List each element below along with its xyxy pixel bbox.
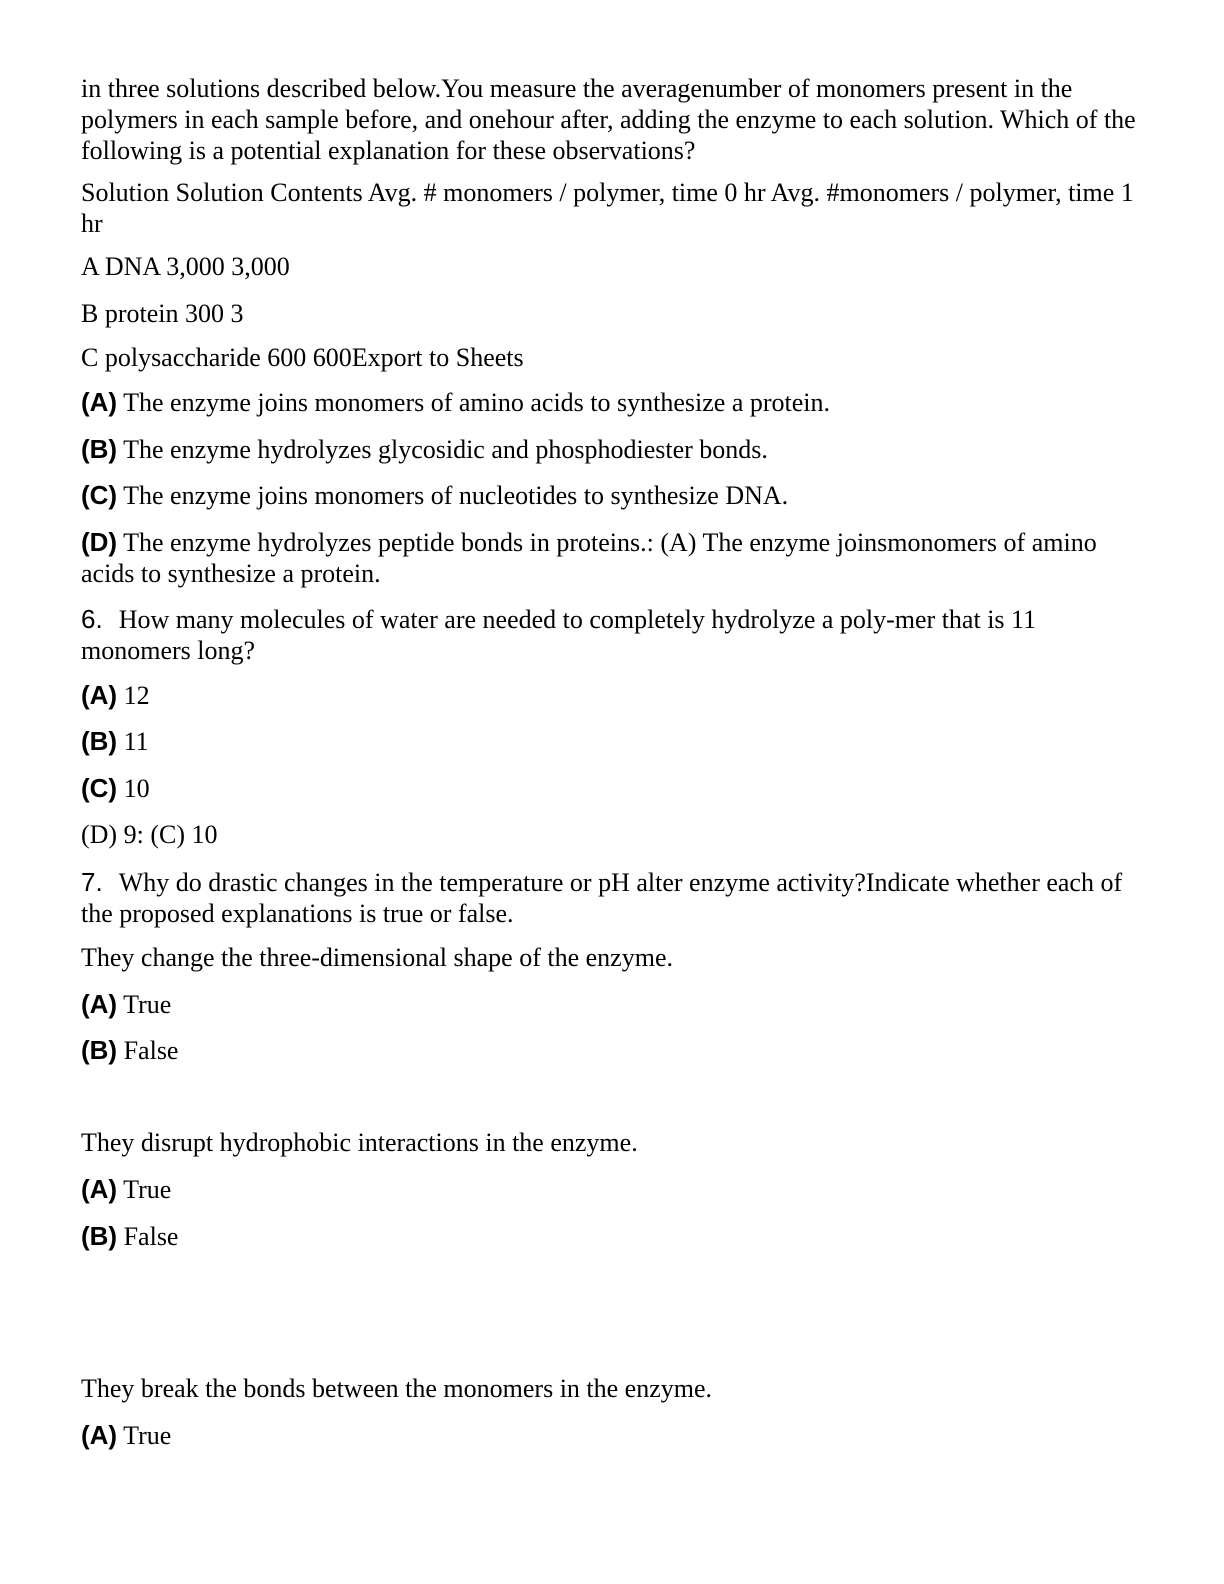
question-6 (81, 604, 1143, 666)
option-text: 11 (123, 727, 149, 756)
q7-s1-option-b (81, 1035, 1143, 1066)
option-text: True (123, 990, 172, 1019)
option-text: True (123, 1421, 172, 1450)
option-label: (C) (81, 773, 118, 803)
q7-statement-1: They change the three-dimensional shape of the enzyme. (81, 943, 673, 972)
option-label: (B) (81, 1035, 118, 1065)
option-text: 10 (123, 774, 150, 803)
q7-s3-option-a (81, 1420, 1143, 1451)
option-label: (B) (81, 726, 118, 756)
option-label: (C) (81, 480, 118, 510)
question-number: 7. (81, 867, 103, 897)
option-label: (B) (81, 1221, 118, 1251)
option-label: (A) (81, 1420, 118, 1450)
q7-s1-option-a (81, 989, 1143, 1020)
q7-statement-3: They break the bonds between the monomers in the enzyme. (81, 1374, 713, 1403)
option-label: (D) (81, 527, 118, 557)
q7-s2-option-b (81, 1221, 1143, 1252)
q6-option-a (81, 680, 1143, 711)
option-text: True (123, 1175, 172, 1204)
q6-option-c (81, 773, 1143, 804)
option-label: (A) (81, 989, 118, 1019)
question-number: 6. (81, 604, 103, 634)
option-label: (A) (81, 1174, 118, 1204)
q5-option-d (81, 527, 1143, 589)
option-text: 12 (123, 681, 150, 710)
table-row: B protein 300 3 (81, 299, 244, 328)
table-header: Solution Solution Contents Avg. # monomers / polymer, time 0 hr Avg. #monomers / polymer, time 1 hr (81, 178, 1134, 238)
option-text: The enzyme hydrolyzes peptide bonds in proteins.: (A) The enzyme joinsmonomers of amino acids to synthesize a protein. (81, 528, 1097, 588)
q5-option-c (81, 480, 1143, 511)
table-row: C polysaccharide 600 600Export to Sheets (81, 343, 524, 372)
table-row: A DNA 3,000 3,000 (81, 252, 290, 281)
question-text: Why do drastic changes in the temperature or pH alter enzyme activity?Indicate whether each of the proposed explanations is true or false. (81, 868, 1123, 928)
q5-option-a (81, 387, 1143, 418)
question-text: How many molecules of water are needed to completely hydrolyze a poly-mer that is 11 monomers long? (81, 605, 1037, 665)
option-label: (A) (81, 680, 118, 710)
option-label: (B) (81, 434, 118, 464)
option-text: The enzyme hydrolyzes glycosidic and phosphodiester bonds. (123, 435, 768, 464)
option-text: False (123, 1036, 179, 1065)
q5-option-b (81, 434, 1143, 465)
option-text: False (123, 1222, 179, 1251)
intro-paragraph: in three solutions described below.You measure the averagenumber of monomers present in the polymers in each sample before, and onehour after, adding the enzyme to each solution. Which of the following is a potential explanation for these observations? (81, 74, 1136, 165)
q7-s2-option-a (81, 1174, 1143, 1205)
option-text: The enzyme joins monomers of amino acids to synthesize a protein. (123, 388, 830, 417)
q6-option-b (81, 726, 1143, 757)
q6-answer-line: (D) 9: (C) 10 (81, 820, 218, 849)
option-text: The enzyme joins monomers of nucleotides to synthesize DNA. (123, 481, 789, 510)
q7-statement-2: They disrupt hydrophobic interactions in the enzyme. (81, 1128, 638, 1157)
question-7 (81, 867, 1143, 929)
option-label: (A) (81, 387, 118, 417)
